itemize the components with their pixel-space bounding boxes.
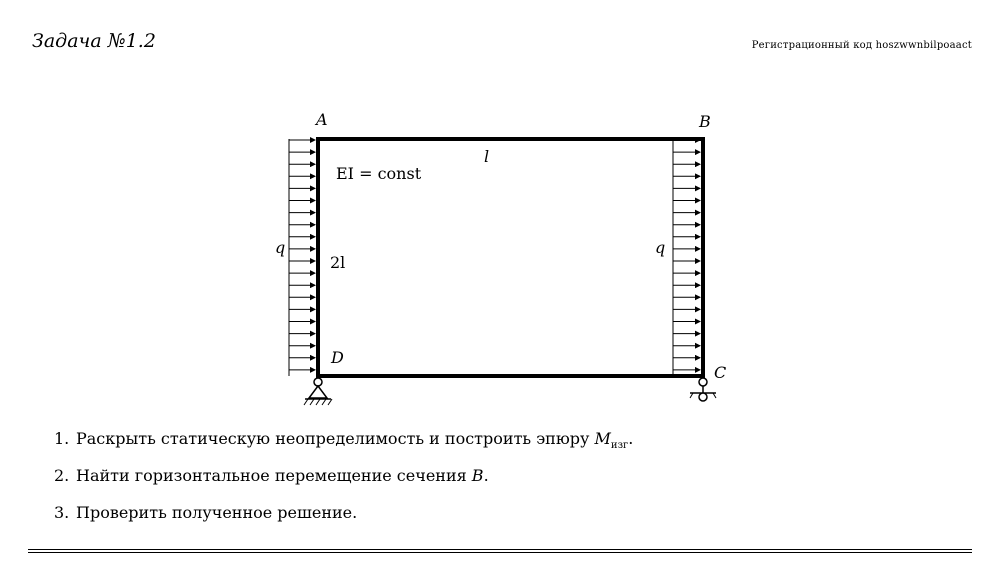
registration-code: Регистрационный код hoszwwnbilpoaact <box>751 40 972 51</box>
pin-support-d <box>304 378 332 405</box>
label-load-left: q <box>275 238 286 257</box>
task-item: 2. Найти горизонтальное перемещение сечения B. <box>54 466 489 485</box>
bottom-rule <box>28 552 972 553</box>
task-item: 1. Раскрыть статическую неопределимость и построить эпюру $M_{изг}$. <box>54 429 634 452</box>
label-a: A <box>316 110 328 129</box>
label-d: D <box>331 348 344 367</box>
label-c: C <box>714 363 727 382</box>
task-item: 3. Проверить полученное решение. <box>54 503 358 522</box>
task-list <box>54 428 633 539</box>
label-length-left: 2l <box>330 253 346 272</box>
label-b: B <box>699 112 711 131</box>
label-stiffness: EI = const <box>336 164 422 183</box>
bottom-rule <box>28 549 972 550</box>
right-distributed-load <box>673 139 700 376</box>
task-title: Задача №1.2 <box>32 30 156 52</box>
label-length-top: l <box>484 147 490 166</box>
label-load-right: q <box>655 238 666 257</box>
left-distributed-load <box>289 139 315 376</box>
roller-support-c <box>690 378 716 401</box>
